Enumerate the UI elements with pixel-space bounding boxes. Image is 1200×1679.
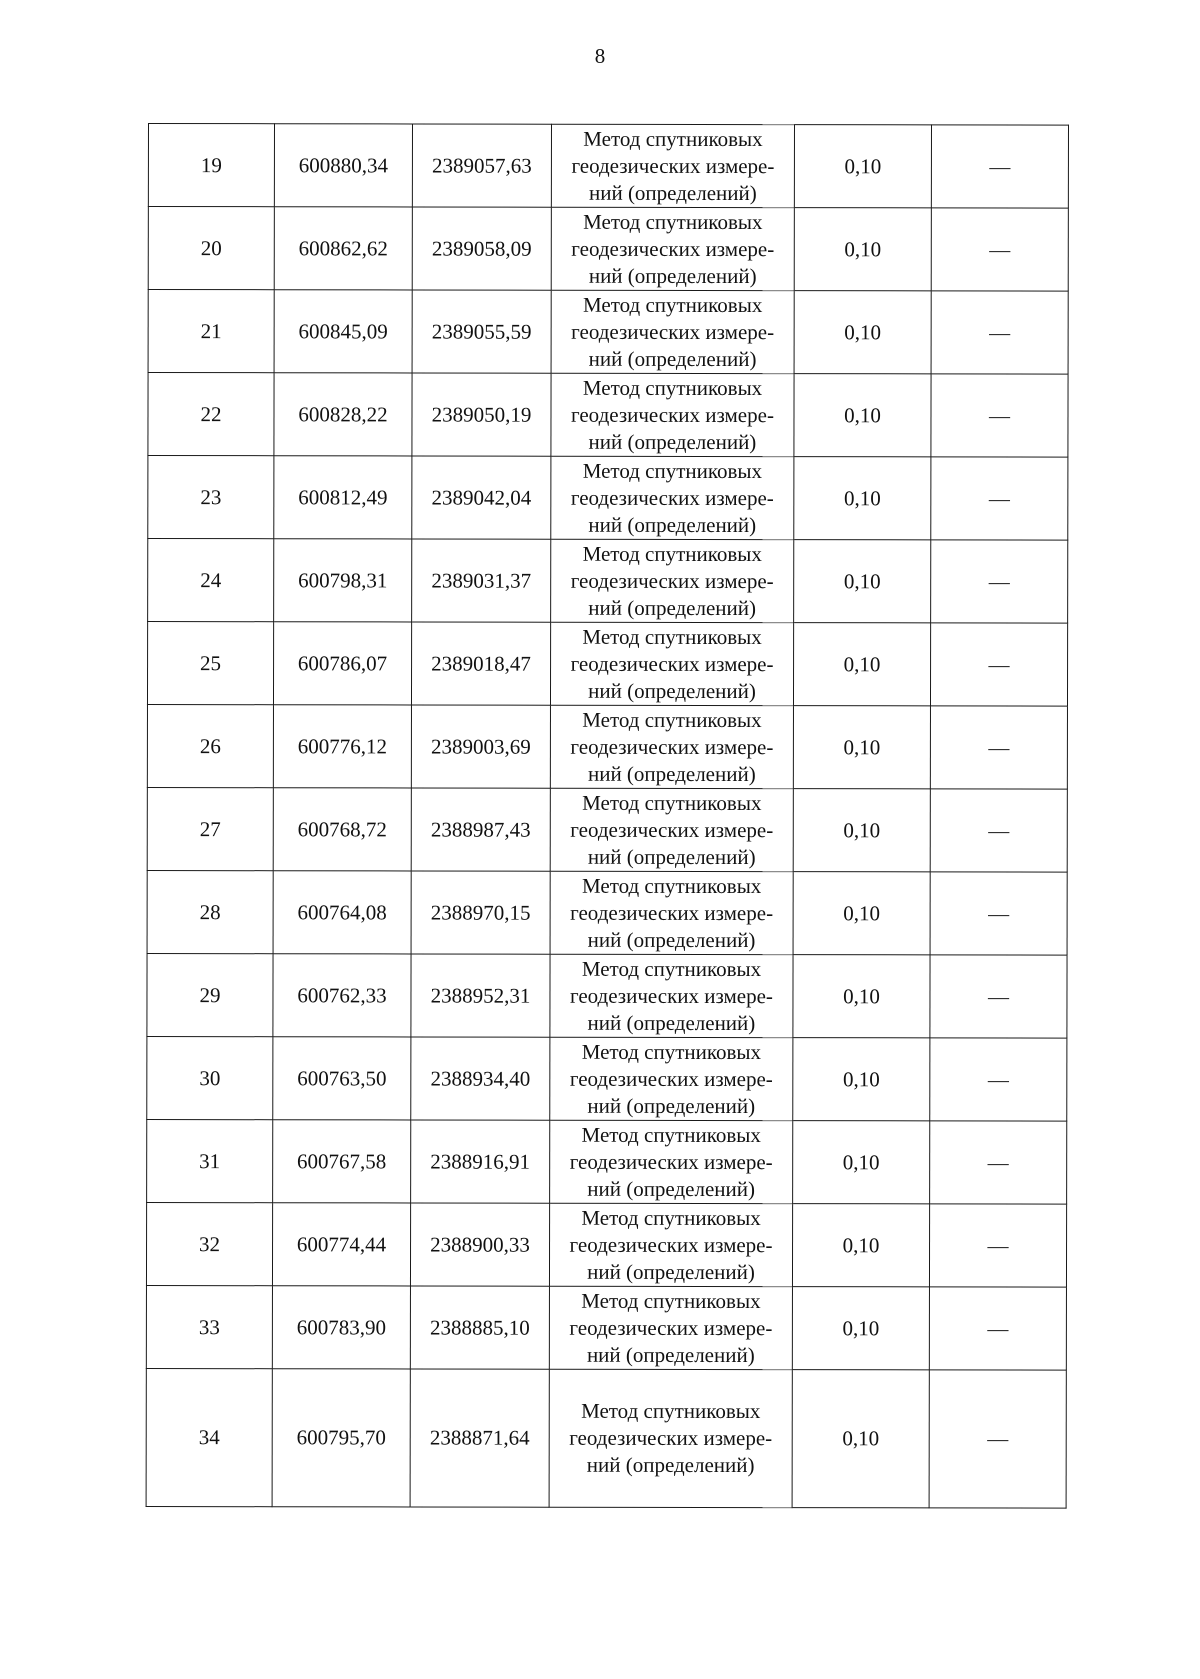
method-text-line: геодезических измере-: [570, 568, 774, 593]
method-cell: [550, 954, 793, 1037]
method-text-line: геодезических измере-: [569, 1149, 773, 1174]
point-number-cell: 34: [146, 1368, 272, 1506]
point-number-cell: 33: [146, 1285, 272, 1368]
accuracy-cell: 0,10: [794, 291, 931, 374]
accuracy-cell: 0,10: [792, 1370, 929, 1508]
y-coordinate-cell: 2389050,19: [412, 373, 551, 456]
y-coordinate-cell: 2389031,37: [412, 539, 551, 622]
point-number-cell: 29: [147, 953, 273, 1036]
accuracy-cell: 0,10: [793, 1121, 930, 1204]
table-row: [147, 705, 1067, 790]
point-number-cell: 23: [148, 456, 274, 539]
description-cell: —: [931, 457, 1068, 540]
method-text-line: геодезических измере-: [570, 817, 774, 842]
method-cell: [551, 290, 794, 373]
method-text-line: ний (определений): [587, 761, 756, 786]
method-text-line: ний (определений): [587, 1010, 756, 1035]
accuracy-cell: 0,10: [794, 125, 931, 208]
method-cell: [549, 1369, 792, 1507]
method-text-line: ний (определений): [587, 1176, 756, 1201]
x-coordinate-cell: 600812,49: [274, 456, 412, 539]
method-text-line: ний (определений): [588, 512, 757, 537]
method-cell: [550, 705, 793, 788]
description-cell: —: [930, 623, 1067, 706]
point-number-cell: 31: [147, 1119, 273, 1202]
accuracy-cell: 0,10: [793, 1038, 930, 1121]
description-cell: —: [929, 1287, 1066, 1370]
x-coordinate-cell: 600774,44: [272, 1203, 410, 1286]
point-number-cell: 21: [148, 290, 274, 373]
method-text-line: геодезических измере-: [570, 734, 774, 759]
point-number-cell: 28: [147, 870, 273, 953]
y-coordinate-cell: 2388900,33: [410, 1203, 549, 1286]
y-coordinate-cell: 2388885,10: [410, 1286, 549, 1369]
coordinates-table: [146, 123, 1069, 1509]
method-text-line: геодезических измере-: [569, 1232, 773, 1257]
method-cell: [549, 1203, 792, 1286]
method-text-line: ний (определений): [588, 180, 757, 205]
method-text-line: геодезических измере-: [570, 900, 774, 925]
x-coordinate-cell: 600795,70: [272, 1369, 410, 1507]
method-text-line: Метод спутниковых: [582, 375, 763, 400]
method-text-line: Метод спутниковых: [582, 707, 762, 732]
accuracy-cell: 0,10: [794, 457, 931, 540]
method-text-line: геодезических измере-: [569, 1066, 773, 1091]
x-coordinate-cell: 600786,07: [273, 622, 411, 705]
description-cell: —: [930, 872, 1067, 955]
y-coordinate-cell: 2389018,47: [411, 622, 550, 705]
description-cell: —: [931, 540, 1068, 623]
table-row: [148, 456, 1068, 541]
description-cell: —: [929, 1204, 1066, 1287]
accuracy-cell: 0,10: [794, 540, 931, 623]
accuracy-cell: 0,10: [793, 872, 930, 955]
method-text-line: геодезических измере-: [570, 485, 774, 510]
method-text-line: геодезических измере-: [571, 319, 775, 344]
method-text-line: ний (определений): [586, 1342, 755, 1367]
table-row: [147, 787, 1067, 872]
method-text-line: ний (определений): [587, 844, 756, 869]
table-row: [148, 290, 1068, 375]
y-coordinate-cell: 2388970,15: [411, 871, 550, 954]
accuracy-cell: 0,10: [794, 208, 931, 291]
method-cell: [551, 373, 794, 456]
y-coordinate-cell: 2389057,63: [412, 124, 551, 207]
y-coordinate-cell: 2388871,64: [410, 1369, 549, 1507]
accuracy-cell: 0,10: [793, 789, 930, 872]
method-text-line: Метод спутниковых: [583, 126, 763, 151]
point-number-cell: 24: [148, 539, 274, 622]
x-coordinate-cell: 600776,12: [273, 705, 411, 788]
point-number-cell: 26: [147, 705, 273, 788]
y-coordinate-cell: 2389003,69: [411, 705, 550, 788]
method-text-line: ний (определений): [587, 1259, 755, 1284]
method-text-line: ний (определений): [588, 595, 757, 620]
method-text-line: геодезических измере-: [569, 1315, 773, 1340]
table-row: [148, 124, 1068, 209]
method-text-line: Метод спутниковых: [582, 292, 763, 317]
method-cell: [550, 871, 793, 954]
method-text-line: Метод спутниковых: [581, 1039, 762, 1064]
table-row: [147, 622, 1067, 707]
method-text-line: геодезических измере-: [571, 236, 775, 261]
x-coordinate-cell: 600763,50: [273, 1037, 411, 1120]
method-text-line: ний (определений): [586, 1452, 755, 1478]
x-coordinate-cell: 600862,62: [274, 207, 412, 290]
accuracy-cell: 0,10: [794, 374, 931, 457]
method-text-line: ний (определений): [587, 927, 756, 952]
method-cell: [550, 1037, 793, 1120]
method-cell: [550, 788, 793, 871]
accuracy-cell: 0,10: [793, 706, 930, 789]
table-row: [146, 1368, 1066, 1508]
description-cell: —: [931, 374, 1068, 457]
method-text-line: ний (определений): [588, 263, 757, 288]
accuracy-cell: 0,10: [793, 623, 930, 706]
accuracy-cell: 0,10: [793, 955, 930, 1038]
method-cell: [551, 124, 794, 207]
method-text-line: ний (определений): [588, 429, 757, 454]
method-text-line: геодезических измере-: [571, 402, 774, 427]
x-coordinate-cell: 600783,90: [272, 1286, 410, 1369]
description-cell: —: [930, 1038, 1067, 1121]
method-text-line: Метод спутниковых: [581, 1205, 761, 1230]
y-coordinate-cell: 2389042,04: [412, 456, 551, 539]
page-number: 8: [594, 44, 606, 68]
method-text-line: геодезических измере-: [571, 153, 775, 178]
table-row: [146, 1285, 1066, 1370]
method-text-line: Метод спутниковых: [581, 956, 762, 981]
table-row: [146, 1202, 1066, 1287]
table-row: [148, 539, 1068, 624]
method-text-line: Метод спутниковых: [581, 1398, 761, 1424]
method-text-line: Метод спутниковых: [582, 541, 762, 566]
x-coordinate-cell: 600764,08: [273, 871, 411, 954]
point-number-cell: 25: [147, 622, 273, 705]
table-row: [147, 1036, 1067, 1121]
table-row: [148, 207, 1068, 292]
accuracy-cell: 0,10: [792, 1204, 929, 1287]
method-text-line: ний (определений): [588, 678, 756, 703]
y-coordinate-cell: 2388934,40: [411, 1037, 550, 1120]
x-coordinate-cell: 600845,09: [274, 290, 412, 373]
point-number-cell: 20: [148, 207, 274, 290]
method-text-line: ний (определений): [587, 1093, 756, 1118]
description-cell: —: [929, 1370, 1066, 1508]
accuracy-cell: 0,10: [792, 1287, 929, 1370]
x-coordinate-cell: 600798,31: [274, 539, 412, 622]
method-text-line: геодезических измере-: [569, 1425, 773, 1451]
method-cell: [550, 1120, 793, 1203]
method-text-line: геодезических измере-: [569, 983, 773, 1008]
method-text-line: Метод спутниковых: [582, 458, 763, 483]
y-coordinate-cell: 2389055,59: [412, 290, 551, 373]
x-coordinate-cell: 600762,33: [273, 954, 411, 1037]
point-number-cell: 30: [147, 1036, 273, 1119]
description-cell: —: [930, 955, 1067, 1038]
method-cell: [550, 622, 793, 705]
x-coordinate-cell: 600767,58: [273, 1120, 411, 1203]
description-cell: —: [931, 208, 1068, 291]
description-cell: —: [930, 706, 1067, 789]
table-row: [147, 870, 1067, 955]
point-number-cell: 19: [148, 124, 274, 207]
method-text-line: Метод спутниковых: [581, 1122, 761, 1147]
description-cell: —: [930, 789, 1067, 872]
point-number-cell: 27: [147, 787, 273, 870]
y-coordinate-cell: 2389058,09: [412, 207, 551, 290]
point-number-cell: 22: [148, 373, 274, 456]
table-row: [147, 1119, 1067, 1204]
table-row: [148, 373, 1068, 458]
description-cell: —: [931, 125, 1068, 208]
y-coordinate-cell: 2388987,43: [411, 788, 550, 871]
method-text-line: ний (определений): [588, 346, 757, 371]
description-cell: —: [930, 1121, 1067, 1204]
method-cell: [551, 539, 794, 622]
y-coordinate-cell: 2388952,31: [411, 954, 550, 1037]
x-coordinate-cell: 600880,34: [274, 124, 412, 207]
coordinates-table-body: [146, 124, 1068, 1509]
method-text-line: Метод спутниковых: [582, 624, 762, 649]
point-number-cell: 32: [146, 1202, 272, 1285]
method-text-line: Метод спутниковых: [582, 790, 762, 815]
method-cell: [551, 456, 794, 539]
x-coordinate-cell: 600768,72: [273, 788, 411, 871]
method-text-line: геодезических измере-: [570, 651, 774, 676]
table-row: [147, 953, 1067, 1038]
description-cell: —: [931, 291, 1068, 374]
y-coordinate-cell: 2388916,91: [411, 1120, 550, 1203]
method-text-line: Метод спутниковых: [581, 873, 762, 898]
x-coordinate-cell: 600828,22: [274, 373, 412, 456]
method-cell: [551, 207, 794, 290]
method-text-line: Метод спутниковых: [583, 209, 763, 234]
method-cell: [549, 1286, 792, 1369]
method-text-line: Метод спутниковых: [581, 1288, 761, 1313]
